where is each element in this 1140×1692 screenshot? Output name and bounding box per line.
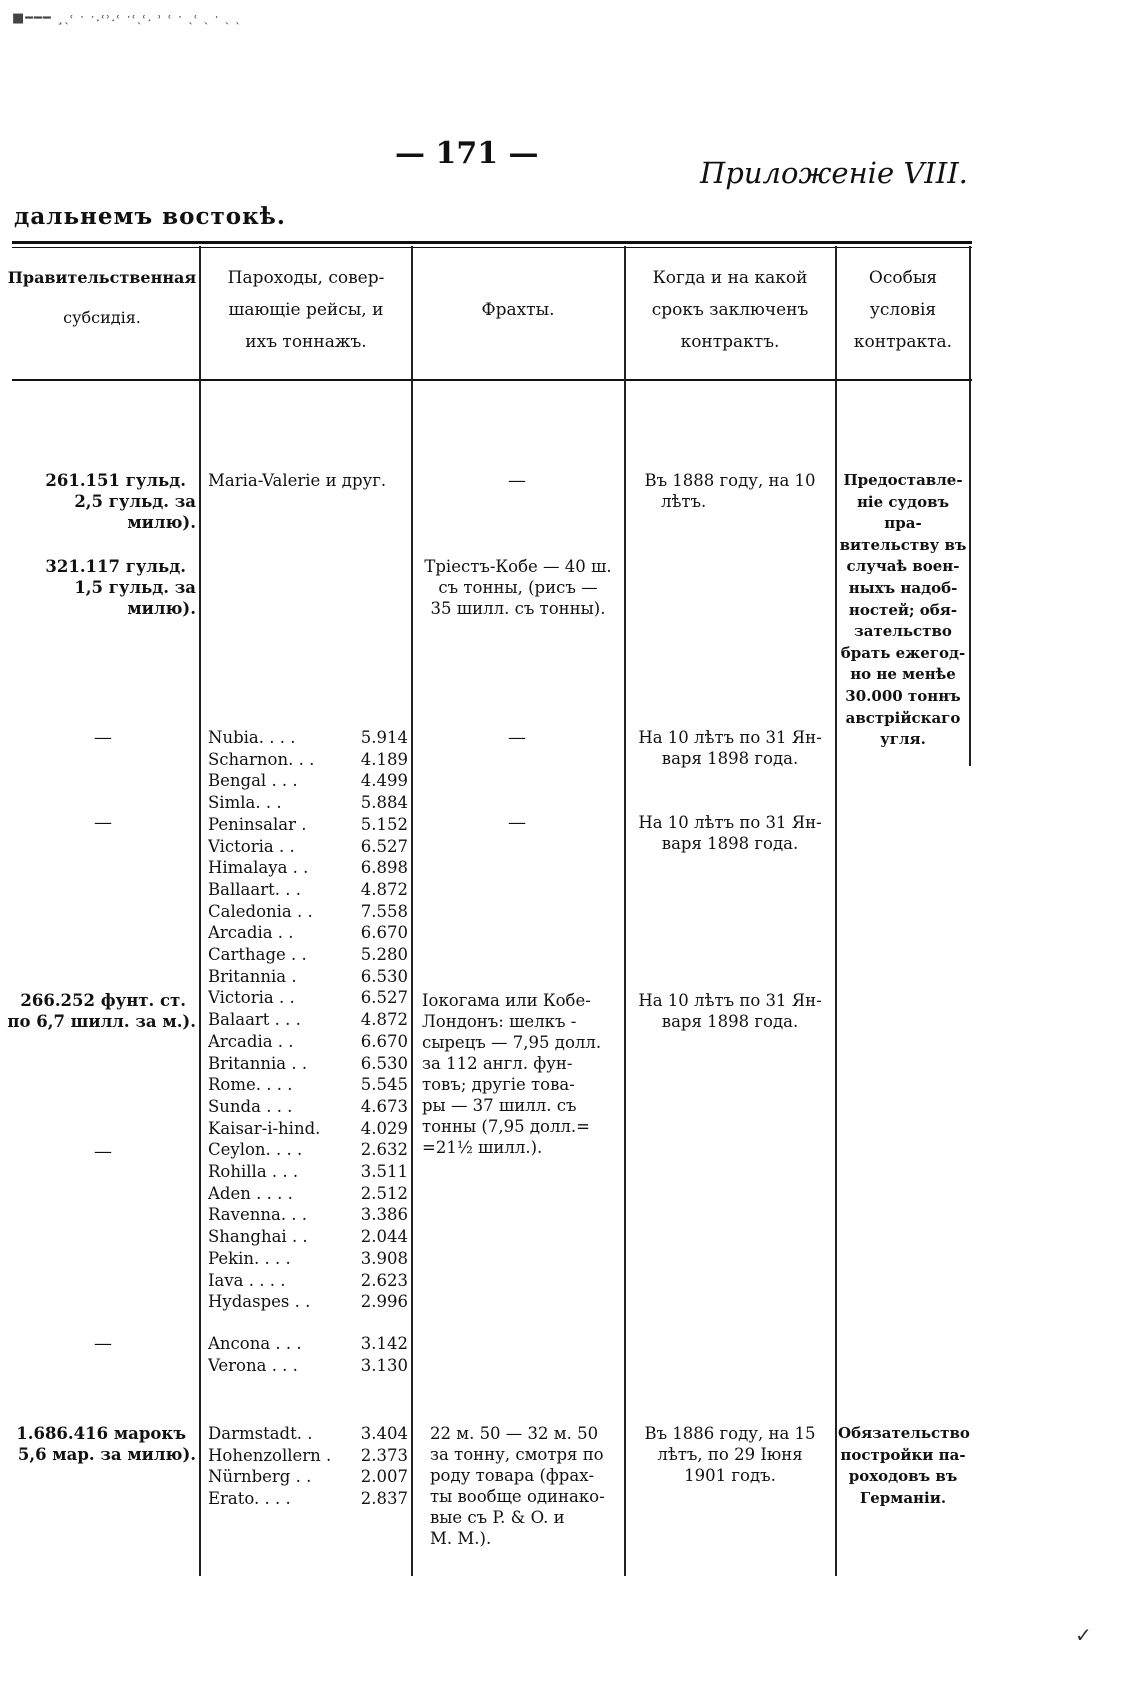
freight-3-dash: — bbox=[508, 727, 526, 748]
ships-list-block-3 bbox=[208, 1333, 408, 1376]
subsidy-6-dash: — bbox=[94, 1141, 112, 1162]
top-edge-smudge: ■━━━ ¸ˎ˓ ˑ ˑ˔˓˒˔˓ ˑ˓ˏ˓˔ ˒ ˓ ˑ ˎ˓ ˏ ˑ ˎ ˏ bbox=[12, 11, 241, 26]
header-bottom-rule bbox=[12, 379, 972, 381]
ship-row: Balaart . . . 4.872 bbox=[208, 1010, 408, 1030]
subsidy-2: 321.117 гульд. 1,5 гульд. за милю). bbox=[45, 557, 196, 618]
col-divider-2 bbox=[411, 246, 413, 1576]
col-divider-1 bbox=[199, 246, 201, 1576]
ship-row: Peninsalar . 5.152 bbox=[208, 814, 408, 834]
freight-6: 22 м. 50 — 32 м. 50 за тонну, смотря по роду товара (фрах- ты вообще одинако- вые съ P. & O. и M. M.). bbox=[430, 1424, 605, 1548]
ship-row: Arcadia . . 6.670 bbox=[208, 923, 408, 943]
ship-row: Kaisar-i-hind. 4.029 bbox=[208, 1118, 408, 1138]
ship-row: Rohilla . . . 3.511 bbox=[208, 1162, 408, 1182]
ship-row: Carthage . . 5.280 bbox=[208, 945, 408, 965]
ships-block-1: Maria-Valerie и друг. bbox=[208, 471, 387, 490]
col-divider-5 bbox=[969, 246, 971, 766]
col-divider-4 bbox=[835, 246, 837, 1576]
subsidy-1: 261.151 гульд. 2,5 гульд. за милю). bbox=[45, 471, 196, 532]
page-heading: дальнемъ востокѣ. bbox=[14, 203, 286, 230]
freight-4-dash: — bbox=[508, 812, 526, 833]
freight-2: Тріестъ-Кобе — 40 ш. съ тонны, (рисъ — 35 шилл. съ тонны). bbox=[424, 557, 612, 618]
freight-5: Іокогама или Кобе- Лондонъ: шелкъ - сырецъ — 7,95 долл. за 112 англ. фун- товъ; другіе това- ры — 37 шилл. съ тонны (7,95 долл.= =21½ шилл.). bbox=[422, 991, 602, 1157]
condition-1: Предоставле- ніе судовъ пра- вительству въ случаѣ воен- ныхъ надоб- ностей; обя- зательство брать ежегод- но не менѣе 30.000 тоннъ австрійскаго угля. bbox=[839, 471, 967, 749]
ship-row: Arcadia . . 6.670 bbox=[208, 1031, 408, 1051]
ship-row: Nubia. . . . 5.914 bbox=[208, 728, 408, 747]
subsidy-7-dash: — bbox=[94, 1333, 112, 1354]
appendix-label: Приложеніе VIII. bbox=[700, 156, 968, 190]
header-steamers: Пароходы, совер- шающіе рейсы, и ихъ тоннажъ. bbox=[227, 268, 385, 352]
contract-2: На 10 лѣтъ по 31 Ян- варя 1898 года. bbox=[638, 728, 822, 768]
header-special-conditions: Особыя условія контракта. bbox=[853, 268, 953, 352]
ship-row: Darmstadt. . 3.404 bbox=[208, 1424, 408, 1443]
ship-row: Rome. . . . 5.545 bbox=[208, 1075, 408, 1095]
ship-row: Simla. . . 5.884 bbox=[208, 793, 408, 813]
ship-row: Bengal . . . 4.499 bbox=[208, 771, 408, 791]
ship-row: Himalaya . . 6.898 bbox=[208, 858, 408, 878]
subsidy-3-dash: — bbox=[94, 727, 112, 748]
ship-row: Victoria . . 6.527 bbox=[208, 836, 408, 856]
table-top-rule-thin bbox=[12, 247, 972, 248]
condition-2: Обязательство постройки па- роходовъ въ Германіи. bbox=[838, 1424, 970, 1507]
ship-row: Pekin. . . . 3.908 bbox=[208, 1248, 408, 1268]
contract-1: Въ 1888 году, на 10 лѣтъ. bbox=[644, 471, 816, 511]
ship-row: Aden . . . . 2.512 bbox=[208, 1183, 408, 1203]
ship-row: Ravenna. . . 3.386 bbox=[208, 1205, 408, 1225]
ship-row: Ancona . . . 3.142 bbox=[208, 1334, 408, 1353]
ship-row: Hydaspes . . 2.996 bbox=[208, 1292, 408, 1312]
ship-row: Nürnberg . . 2.007 bbox=[208, 1467, 408, 1487]
subsidy-4-dash: — bbox=[94, 812, 112, 833]
header-freights: Фрахты. bbox=[481, 300, 555, 320]
freight-1-dash: — bbox=[508, 470, 526, 491]
subsidy-5: 266.252 фунт. ст. по 6,7 шилл. за м.). bbox=[7, 991, 196, 1031]
ship-row: Victoria . . 6.527 bbox=[208, 988, 408, 1008]
contract-5: Въ 1886 году, на 15 лѣтъ, по 29 Іюня 1901 годъ. bbox=[644, 1424, 816, 1485]
ships-list-block-4 bbox=[208, 1423, 408, 1510]
ship-row: Iava . . . . 2.623 bbox=[208, 1270, 408, 1290]
ship-row: Britannia . 6.530 bbox=[208, 966, 408, 986]
margin-scribble: ✓ bbox=[1075, 1623, 1092, 1647]
ship-row: Sunda . . . 4.673 bbox=[208, 1096, 408, 1116]
subsidy-8: 1.686.416 марокъ 5,6 мар. за милю). bbox=[16, 1424, 196, 1464]
header-contract-date: Когда и на какой срокъ заключенъ контрактъ. bbox=[651, 268, 809, 352]
page-number: — 171 — bbox=[395, 136, 539, 171]
ships-list-main bbox=[208, 727, 408, 1313]
table-top-rule bbox=[12, 241, 972, 244]
col-divider-3 bbox=[624, 246, 626, 1576]
ship-row: Erato. . . . 2.837 bbox=[208, 1489, 408, 1509]
ship-row: Verona . . . 3.130 bbox=[208, 1355, 408, 1375]
ship-row: Shanghai . . 2.044 bbox=[208, 1227, 408, 1247]
ship-row: Hohenzollern . 2.373 bbox=[208, 1445, 408, 1465]
contract-4: На 10 лѣтъ по 31 Ян- варя 1898 года. bbox=[638, 991, 822, 1031]
ship-row: Scharnon. . . 4.189 bbox=[208, 749, 408, 769]
header-subsidy: Правительственная субсидія. bbox=[7, 268, 197, 327]
ship-row: Caledonia . . 7.558 bbox=[208, 901, 408, 921]
ship-row: Ceylon. . . . 2.632 bbox=[208, 1140, 408, 1160]
ship-row: Ballaart. . . 4.872 bbox=[208, 879, 408, 899]
ship-row: Britannia . . 6.530 bbox=[208, 1053, 408, 1073]
contract-3: На 10 лѣтъ по 31 Ян- варя 1898 года. bbox=[638, 813, 822, 853]
